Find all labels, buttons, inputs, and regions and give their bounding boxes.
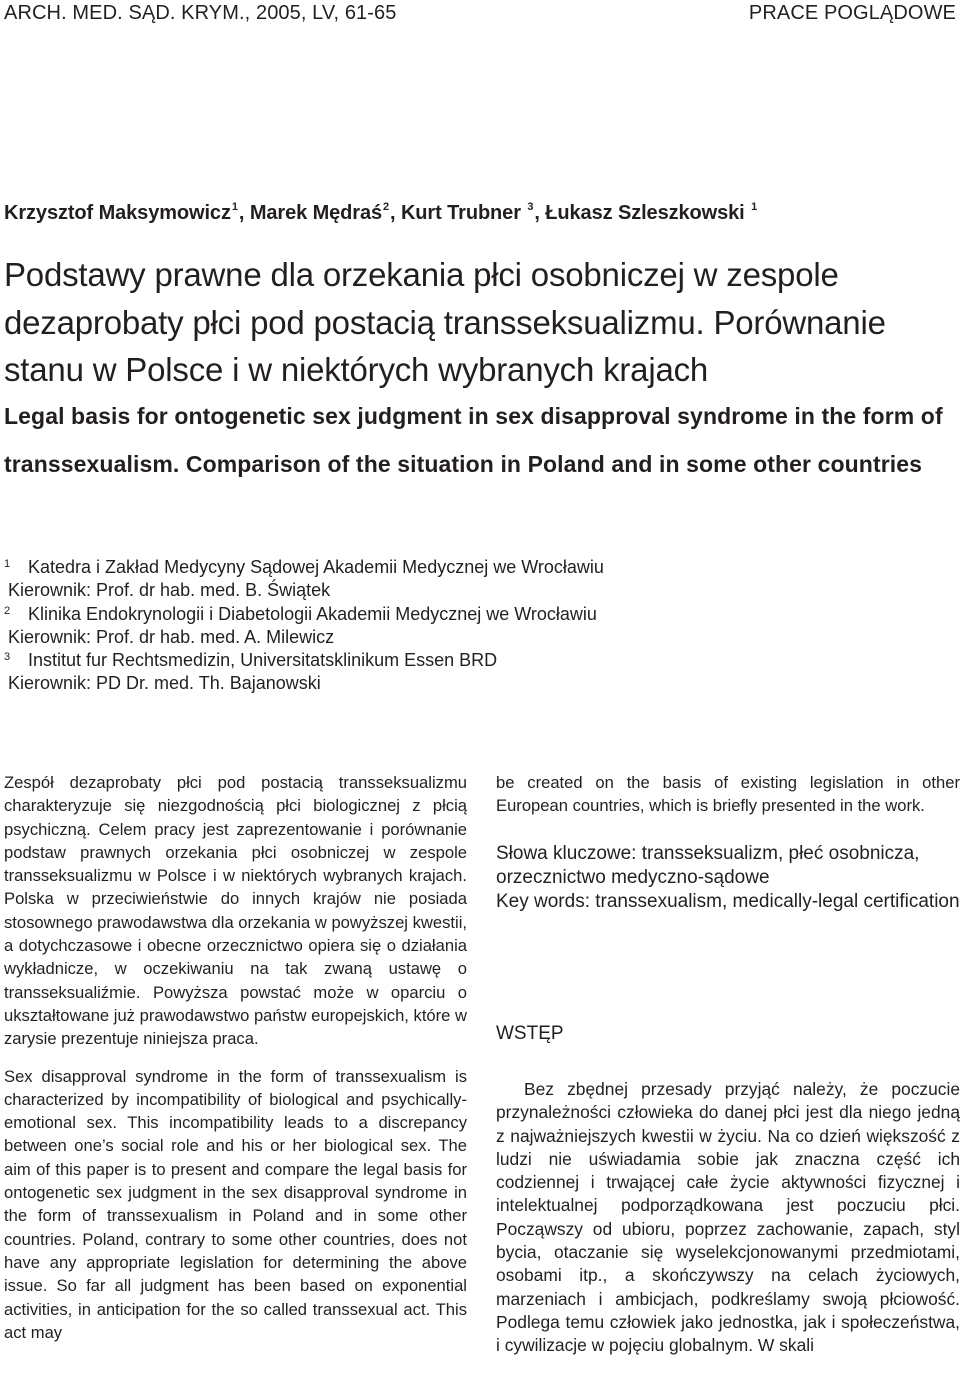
affiliation-name: Institut fur Rechtsmedizin, Universitatsklinikum Essen BRD xyxy=(28,650,498,671)
author-name: Marek Mędraś xyxy=(249,202,383,224)
title-polish: Podstawy prawne dla orzekania płci osobniczej w zespole dezaprobaty płci pod postacią transseksualizmu. Porównanie stanu w Polsce i w niektórych wybranych krajach xyxy=(4,256,886,388)
introduction-paragraph: Bez zbędnej przesady przyjąć należy, że poczucie przynależności człowieka do danej płci jest dla niego jedną z najważniejszych kwestii w życiu. Na co dzień większość z ludzi nie uświadamia sobie jak znaczna część ich codziennej i trwającej całe życie aktywności fizycznej i intelektualnej podporządkowana jest poczuciu płci. Począwszy od ubioru, poprzez zachowanie, zapach, styl bycia, otaczanie się wyselekcjonowanymi przedmiotami, osobami itp., a skończywszy na celach życiowych, marzeniach i ambicjach, podkreślamy swoją płciowość. Podlega temu człowiek jako jednostka, jak i społeczeństwa, i cywilizacje w pojęciu globalnym. W skali xyxy=(496,1079,960,1356)
author-name: Krzysztof Maksymowicz xyxy=(4,202,231,224)
affiliation-head: Kierownik: PD Dr. med. Th. Bajanowski xyxy=(8,673,321,694)
affiliation-item xyxy=(4,556,704,603)
title-english: Legal basis for ontogenetic sex judgment in sex disapproval syndrome in the form of transsexualism. Comparison of the situation in Poland and in some other countries xyxy=(4,403,943,477)
affiliation-number: 1 xyxy=(4,558,11,570)
keywords-polish: Słowa kluczowe: transseksualizm, płeć osobnicza, orzecznictwo medyczno-sądowe xyxy=(496,843,920,888)
author-affiliation-mark: 2 xyxy=(383,201,390,213)
affiliation-item xyxy=(4,603,704,650)
affiliation-number: 2 xyxy=(4,604,11,617)
affiliations xyxy=(4,556,704,696)
abstract-english-continued: be created on the basis of existing legislation in other European countries, which is briefly presented in the work. xyxy=(496,773,960,816)
affiliation-name: Katedra i Zakład Medycyny Sądowej Akademii Medycznej we Wrocławiu xyxy=(28,557,604,577)
author-name: Łukasz Szleszkowski xyxy=(545,202,751,224)
affiliation-head: Kierownik: Prof. dr hab. med. A. Milewicz xyxy=(8,626,335,647)
keywords-english: Key words: transsexualism, medically-legal certification xyxy=(496,891,960,912)
keywords xyxy=(496,842,960,914)
affiliation-head: Kierownik: Prof. dr hab. med. B. Świątek xyxy=(8,580,331,601)
running-header-journal: ARCH. MED. SĄD. KRYM., 2005, LV, 61-65 xyxy=(4,2,397,24)
author-affiliation-mark: 3 xyxy=(527,201,534,213)
affiliation-item xyxy=(4,649,704,696)
abstract-polish: Zespół dezaprobaty płci pod postacią transseksualizmu charakteryzuje się niezgodnością płci biologicznej z płcią psychiczną. Celem pracy jest zaprezentowanie i porównanie podstaw prawnych orzekania płci osobniczej w zespole transseksualizmu w Polsce i w niektórych wybranych krajach. Polska w przeciwieństwie do innych krajów nie posiada stosownego prawodawstwa dla orzekania w powyższej kwestii, a dotychczasowe i obecne orzecznictwo opiera się o działania wykładnicze, w oczekiwaniu na tak zwaną ustawę o transseksualiźmie. Powyższa powstać może w oparciu o ukształtowane już prawodawstwo państw europejskich, które w zarysie prezentuje niniejsza praca. xyxy=(4,773,468,1049)
affiliation-name: Klinika Endokrynologii i Diabetologii Akademii Medycznej we Wrocławiu xyxy=(28,603,597,624)
author-separator: , xyxy=(534,202,546,224)
author-affiliation-mark: 1 xyxy=(231,201,238,213)
running-header-section: PRACE POGLĄDOWE xyxy=(748,2,956,24)
author-affiliation-mark: 1 xyxy=(751,201,758,213)
right-column xyxy=(496,771,960,832)
author-list xyxy=(4,200,758,229)
section-heading-introduction: WSTĘP xyxy=(496,1023,564,1044)
abstract-english: Sex disapproval syndrome in the form of transsexualism is characterized by incompatibility of biological and psychically-emotional sex. This incompatibility leads to a discrepancy between one’s social role and his or her biological sex. The aim of this paper is to present and compare the legal basis for ontogenetic sex judgment in the sex disapproval syndrome in the form of transsexualism in Poland and in some other countries. Poland, contrary to some other countries, does not have any appropriate legislation for determining the above issue. So far all judgment has been based on exponential activities, in anticipation for the so called transsexual act. This act may xyxy=(4,1066,467,1342)
author-name: Kurt Trubner xyxy=(400,202,527,224)
affiliation-number: 3 xyxy=(4,651,11,664)
author-separator: , xyxy=(238,202,250,224)
left-column xyxy=(4,771,467,1358)
author-separator: , xyxy=(390,202,401,224)
